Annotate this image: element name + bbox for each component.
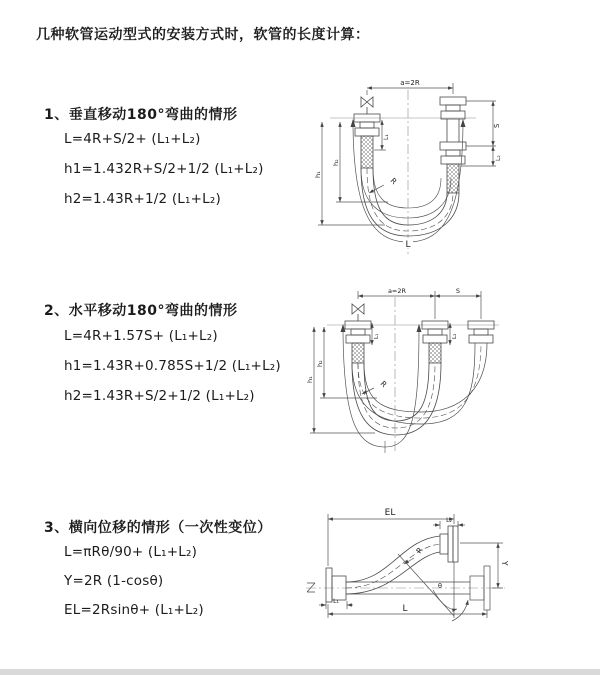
dim-label-l1: L₁ (383, 134, 390, 140)
section3-heading: 3、横向位移的情形（一次性变位） (44, 520, 272, 536)
dim-label-h1: h₁ (306, 376, 314, 383)
dim-label-span: a=2R (400, 79, 420, 87)
dim-h1 (318, 122, 385, 225)
r-leader (369, 185, 384, 193)
dim-label-l1: L₁ (333, 598, 339, 605)
dim-span (358, 291, 481, 319)
left-pipe (354, 114, 380, 168)
section3-formula-l: L=πRθ/90+ (L₁+L₂) (64, 544, 198, 560)
dim-y (460, 543, 503, 588)
dim-label-s: S (455, 287, 461, 295)
middle-pipe (422, 321, 448, 363)
dim-s (461, 101, 496, 166)
upper-flange (440, 526, 458, 562)
hose-position-1 (352, 363, 441, 435)
left-flange (326, 568, 346, 602)
valve-icon (352, 304, 364, 321)
diagram-lateral-displacement (300, 500, 600, 655)
page-title: 几种软管运动型式的安装方式时，软管的长度计算： (36, 27, 370, 43)
dim-label-theta: θ (438, 582, 442, 590)
break-mark (307, 583, 315, 592)
right-pipe (440, 97, 466, 193)
dim-label-l1: L₁ (374, 333, 380, 339)
section1-formula-l: L=4R+S/2+ (L₁+L₂) (64, 131, 201, 147)
section2-formula-h1: h1=1.43R+0.785S+1/2 (L₁+L₂) (64, 358, 281, 374)
dim-label-r: R (414, 545, 425, 556)
dim-label-l: L (402, 604, 408, 614)
dim-label-l: L (405, 240, 411, 250)
dim-label-l2: L₂ (452, 333, 458, 339)
dim-label-el: EL (384, 508, 396, 518)
section2-formula-l: L=4R+1.57S+ (L₁+L₂) (64, 328, 218, 344)
dim-label-l2: L₂ (495, 155, 502, 161)
dim-label-l2: L₂ (446, 517, 452, 524)
dim-label-s: S (493, 123, 501, 128)
scan-edge (0, 669, 600, 675)
diagram-horizontal-180-bend (305, 283, 600, 468)
diagram-vertical-180-bend (310, 78, 600, 263)
dim-label-h2: h₂ (332, 159, 340, 166)
section1-heading: 1、垂直移动180°弯曲的情形 (44, 107, 238, 123)
left-pipe (345, 321, 371, 363)
hose-position-2 (352, 343, 487, 424)
dim-h2 (320, 327, 377, 398)
right-pipe-phantom (468, 321, 494, 343)
dim-label-y: Y (500, 561, 509, 566)
dim-el (328, 514, 454, 566)
section3-formula-y: Y=2R (1-cosθ) (64, 573, 164, 589)
dim-label-h2: h₂ (316, 360, 324, 367)
section3-formula-el: EL=2Rsinθ+ (L₁+L₂) (64, 602, 204, 618)
theta-construction (398, 554, 468, 621)
valve-icon (361, 97, 373, 114)
section1-formula-h2: h2=1.43R+1/2 (L₁+L₂) (64, 191, 221, 207)
section1-formula-h1: h1=1.432R+S/2+1/2 (L₁+L₂) (64, 161, 264, 177)
dim-label-r: R (378, 379, 389, 390)
section2-formula-h2: h2=1.43R+S/2+1/2 (L₁+L₂) (64, 388, 255, 404)
dim-label-span: a=2R (387, 287, 407, 295)
section2-heading: 2、水平移动180°弯曲的情形 (44, 303, 238, 319)
dim-label-r: R (388, 176, 399, 187)
dim-label-h1: h₁ (314, 171, 322, 178)
